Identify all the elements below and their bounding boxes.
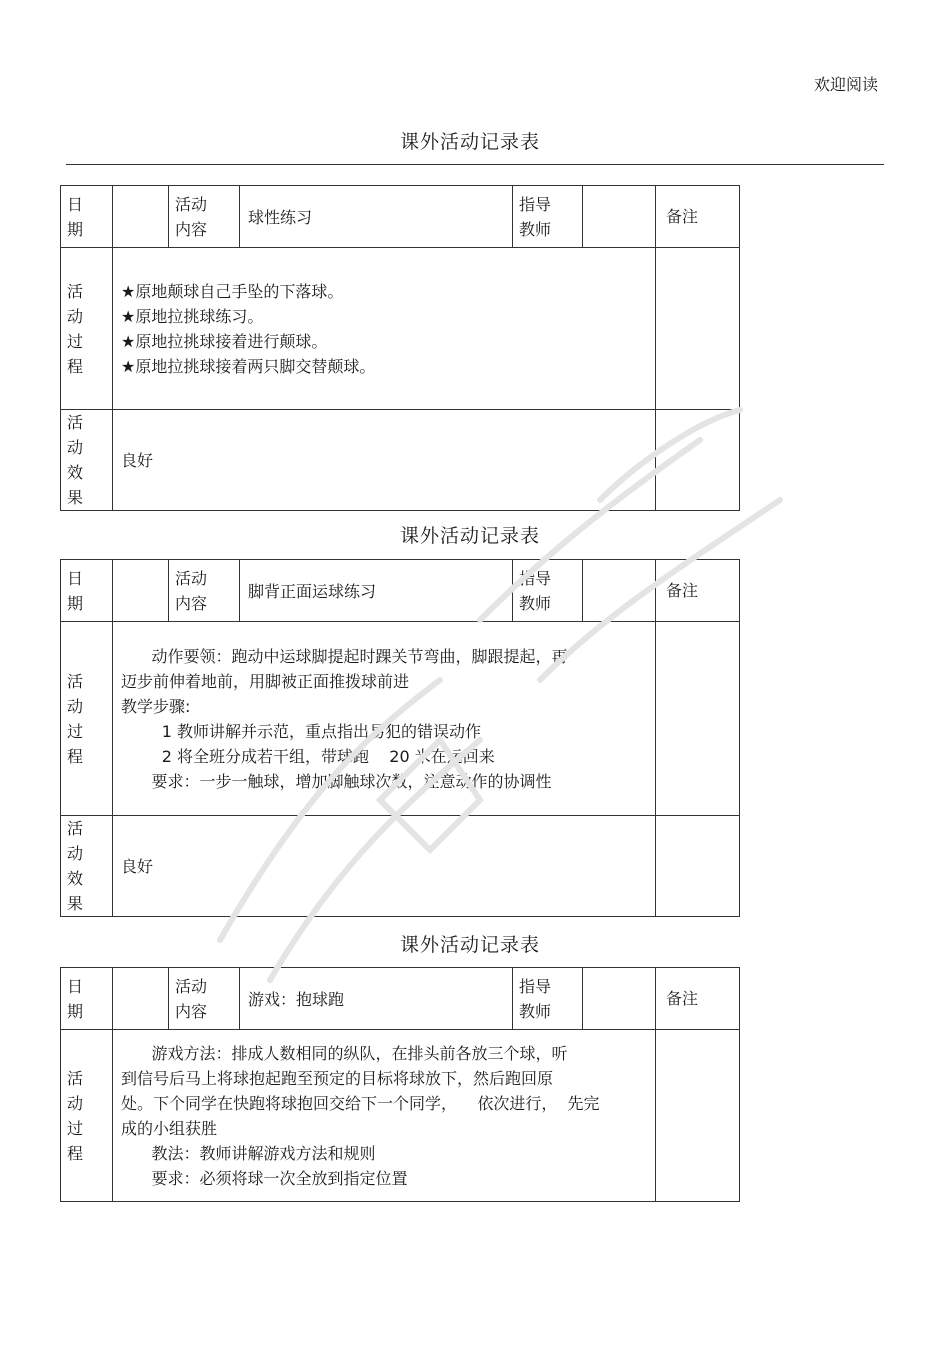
remark-label: 备注 <box>656 560 740 622</box>
process-line: 要求：必须将球一次全放到指定位置 <box>121 1168 408 1188</box>
label-line: 活动 <box>175 976 208 996</box>
label-line: 期 <box>67 1001 84 1021</box>
label-line: 动 <box>67 696 84 716</box>
activity-content: 脚背正面运球练习 <box>240 560 513 622</box>
content-label <box>169 186 240 248</box>
process-line: 2 将全班分成若干组，带球跑 20 米在运回来 <box>121 746 495 766</box>
teacher-value <box>583 560 656 622</box>
label-line: 日 <box>67 976 84 996</box>
label-line: 动 <box>67 1093 84 1113</box>
process-label <box>61 1030 113 1202</box>
label-line: 期 <box>67 593 84 613</box>
process-line: 要求：一步一触球，增加脚触球次数，注意动作的协调性 <box>121 771 552 791</box>
remark-value <box>656 410 740 511</box>
process-line: ★原地拉挑球接着两只脚交替颠球。 <box>121 356 376 376</box>
process-label <box>61 248 113 410</box>
label-line: 活动 <box>175 194 208 214</box>
effect-label <box>61 816 113 917</box>
process-line: 教学步骤: <box>121 696 191 716</box>
label-line: 教师 <box>519 593 552 613</box>
label-line: 程 <box>67 356 84 376</box>
label-line: 动 <box>67 306 84 326</box>
label-line: 内容 <box>175 219 208 239</box>
record-title-2: 课外活动记录表 <box>399 525 540 547</box>
remark-value <box>656 622 740 816</box>
date-label <box>61 560 113 622</box>
label-line: 日 <box>67 194 84 214</box>
process-content <box>113 622 656 816</box>
label-line: 活 <box>67 671 84 691</box>
process-line: 处。下个同学在快跑将球抱回交给下一个同学， 依次进行， 先完 <box>121 1093 600 1113</box>
process-content <box>113 248 656 410</box>
process-line: 迈步前伸着地前，用脚被正面推拨球前进 <box>121 671 410 691</box>
process-content <box>113 1030 656 1202</box>
label-line: 教师 <box>519 1001 552 1021</box>
teacher-value <box>583 968 656 1030</box>
process-line: 教法：教师讲解游戏方法和规则 <box>121 1143 376 1163</box>
teacher-label <box>513 560 583 622</box>
label-line: 活 <box>67 1068 84 1088</box>
process-line: ★原地拉挑球练习。 <box>121 306 264 326</box>
label-line: 指导 <box>519 194 552 214</box>
label-line: 内容 <box>175 593 208 613</box>
label-line: 果 <box>67 894 84 913</box>
effect-label <box>61 410 113 511</box>
label-line: 活 <box>67 281 84 301</box>
label-line: 指导 <box>519 976 552 996</box>
record-table-1 <box>60 185 740 511</box>
process-line: 成的小组获胜 <box>121 1118 218 1138</box>
label-line: 教师 <box>519 219 552 239</box>
activity-content: 球性练习 <box>240 186 513 248</box>
remark-value <box>656 816 740 917</box>
header-rule <box>66 164 884 165</box>
record-title-1: 课外活动记录表 <box>399 131 540 153</box>
teacher-value <box>583 186 656 248</box>
label-line: 内容 <box>175 1001 208 1021</box>
process-line: 游戏方法：排成人数相同的纵队，在排头前各放三个球，听 <box>121 1043 568 1063</box>
remark-label: 备注 <box>656 186 740 248</box>
label-line: 效 <box>67 463 84 482</box>
header-note: 欢迎阅读 <box>813 75 878 94</box>
remark-value <box>656 1030 740 1202</box>
date-value <box>113 560 169 622</box>
date-label <box>61 968 113 1030</box>
teacher-label <box>513 968 583 1030</box>
content-label <box>169 968 240 1030</box>
label-line: 活 <box>67 819 84 838</box>
label-line: 效 <box>67 869 84 888</box>
label-line: 过 <box>67 721 84 741</box>
activity-content: 游戏：抱球跑 <box>240 968 513 1030</box>
process-line: 动作要领：跑动中运球脚提起时踝关节弯曲，脚跟提起，再 <box>121 646 568 666</box>
remark-value <box>656 248 740 410</box>
teacher-label <box>513 186 583 248</box>
process-line: 1 教师讲解并示范，重点指出易犯的错误动作 <box>121 721 481 741</box>
label-line: 指导 <box>519 568 552 588</box>
process-line: ★原地拉挑球接着进行颠球。 <box>121 331 328 351</box>
label-line: 过 <box>67 1118 84 1138</box>
label-line: 过 <box>67 331 84 351</box>
label-line: 日 <box>67 568 84 588</box>
label-line: 程 <box>67 746 84 766</box>
date-value <box>113 186 169 248</box>
record-title-3: 课外活动记录表 <box>399 934 540 956</box>
label-line: 活动 <box>175 568 208 588</box>
label-line: 期 <box>67 219 84 239</box>
date-label <box>61 186 113 248</box>
effect-content: 良好 <box>113 816 656 917</box>
date-value <box>113 968 169 1030</box>
effect-content: 良好 <box>113 410 656 511</box>
process-line: 到信号后马上将球抱起跑至预定的目标将球放下，然后跑回原 <box>121 1068 554 1088</box>
label-line: 果 <box>67 488 84 507</box>
content-label <box>169 560 240 622</box>
label-line: 活 <box>67 413 84 432</box>
process-line: ★原地颠球自己手坠的下落球。 <box>121 281 344 301</box>
label-line: 动 <box>67 844 84 863</box>
label-line: 动 <box>67 438 84 457</box>
record-table-2 <box>60 559 740 917</box>
remark-label: 备注 <box>656 968 740 1030</box>
label-line: 程 <box>67 1143 84 1163</box>
record-table-3 <box>60 967 740 1202</box>
process-label <box>61 622 113 816</box>
